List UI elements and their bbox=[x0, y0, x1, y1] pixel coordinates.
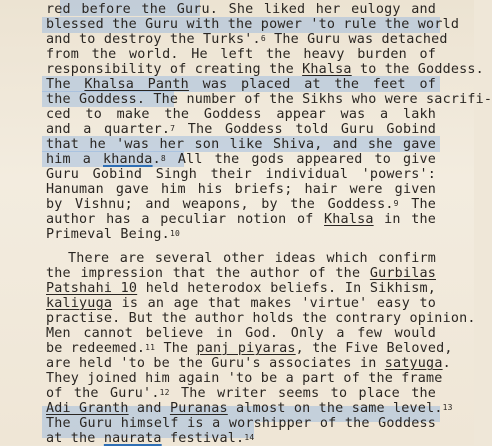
text-line: Guru Gobind Singh their individual 'powers': bbox=[46, 167, 436, 182]
term-panj-piyaras: panj piyaras bbox=[196, 341, 296, 356]
text-line: The Guru himself is a worshipper of the Goddess bbox=[46, 416, 436, 431]
text-line: be redeemed.$^{11}$ The panj piyaras, the Five Beloved, bbox=[46, 341, 453, 356]
text-line: Men cannot believe in God. Only a few would bbox=[46, 326, 436, 341]
footnote-ref: 13 bbox=[442, 403, 453, 412]
text-line: are held 'to be the Guru's associates in satyuga. bbox=[46, 356, 451, 371]
term-khanda: khanda bbox=[103, 152, 153, 167]
term-khalsa-panth: Khalsa Panth bbox=[84, 77, 189, 92]
footnote-ref: 11 bbox=[145, 343, 156, 352]
footnote-ref: 10 bbox=[169, 229, 180, 238]
text-line: red before the Guru. She liked her eulogy and bbox=[46, 2, 436, 17]
footnote-ref: 14 bbox=[244, 433, 255, 442]
footnote-ref: 8 bbox=[160, 154, 166, 163]
text-line: There are several other ideas which confirm bbox=[68, 251, 436, 266]
text-line: the impression that the author of the Gurbilas bbox=[46, 266, 436, 281]
text-line: responsibility of creating the Khalsa to the Goddess. bbox=[46, 62, 484, 77]
term-satyuga: satyuga bbox=[384, 356, 443, 371]
text-line: ced to make the Goddess appear was a lakh bbox=[46, 107, 436, 122]
text-line: blessed the Guru with the power 'to rule the world bbox=[46, 17, 460, 32]
text-line: by Vishnu; and weapons, by the Goddess.$^9$ The bbox=[46, 197, 436, 212]
text-line: him a khanda.$^8$ All the gods appeared to give bbox=[46, 152, 436, 167]
text-line: from the world. He left the heavy burden of bbox=[46, 47, 436, 62]
text-line: They joined him again 'to be a part of the frame bbox=[46, 371, 443, 386]
text-line: the Goddess. The number of the Sikhs who were sacrifi- bbox=[46, 92, 492, 107]
text-line: and a quarter.$^7$ The Goddess told Guru Gobind bbox=[46, 122, 436, 137]
term-khalsa: Khalsa bbox=[302, 62, 352, 77]
term-puranas: Puranas bbox=[169, 401, 228, 416]
text-line: practise. But the author holds the contrary opinion. bbox=[46, 311, 476, 326]
text-line: kaliyuga is an age that makes 'virtue' easy to bbox=[46, 296, 436, 311]
text-line: The Khalsa Panth was placed at the feet of bbox=[46, 77, 436, 92]
footnote-ref: 12 bbox=[159, 388, 170, 397]
text-line: of the Guru'.$^{12}$ The writer seems to place the bbox=[46, 386, 436, 401]
term-gurbilas: Gurbilas bbox=[369, 266, 436, 281]
term-patshahi: Patshahi 10 bbox=[46, 281, 138, 296]
term-kaliyuga: kaliyuga bbox=[46, 296, 113, 311]
text-line: author has a peculiar notion of Khalsa in the bbox=[46, 212, 436, 227]
term-khalsa: Khalsa bbox=[324, 212, 374, 227]
footnote-ref: 9 bbox=[393, 199, 399, 208]
term-adi-granth: Adi Granth bbox=[46, 401, 129, 416]
footnote-ref: 6 bbox=[260, 34, 266, 43]
text-line: Hanuman gave him his briefs; hair were given bbox=[46, 182, 436, 197]
footnote-ref: 7 bbox=[170, 124, 176, 133]
text-line: Primeval Being.$^{10}$ bbox=[46, 227, 180, 242]
text-line: that he 'was her son like Shiva, and she gave bbox=[46, 137, 436, 152]
text-line: at the naurata festival.$^{14}$ bbox=[46, 431, 255, 446]
text-line: Patshahi 10 held heterodox beliefs. In Sikhism, bbox=[46, 281, 436, 296]
text-line: Adi Granth and Puranas almost on the same level.$^{13}$ bbox=[46, 401, 453, 416]
text-line: and to destroy the Turks'.$^6$ The Guru was detached bbox=[46, 32, 448, 47]
term-naurata: naurata bbox=[103, 431, 162, 446]
